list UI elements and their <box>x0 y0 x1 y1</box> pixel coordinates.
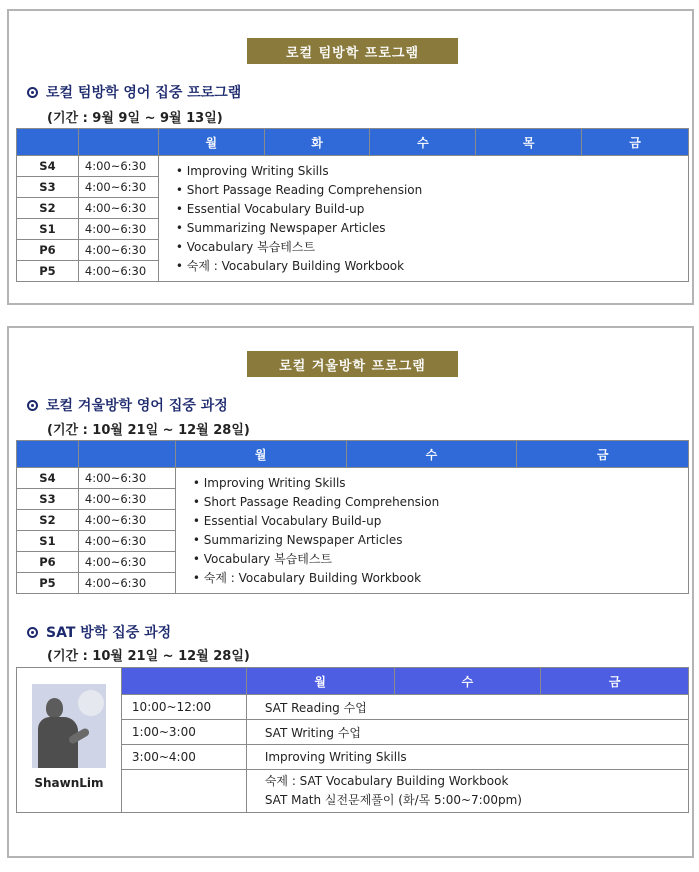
header-day-wed: 수 <box>394 668 541 695</box>
list-item: • Improving Writing Skills <box>176 162 688 181</box>
time-cell: 4:00~6:30 <box>78 261 158 282</box>
list-item: • 숙제 : Vocabulary Building Workbook <box>176 257 688 276</box>
header-level <box>17 441 79 468</box>
header-time <box>78 441 175 468</box>
math-line: SAT Math 실전문제풀이 (화/목 5:00~7:00pm) <box>264 793 522 807</box>
list-item: • Short Passage Reading Comprehension <box>193 493 688 512</box>
time-cell: 4:00~6:30 <box>78 552 175 573</box>
level-cell: S3 <box>17 177 79 198</box>
level-cell: S1 <box>17 531 79 552</box>
header-time <box>78 129 158 156</box>
term-program-panel <box>7 9 694 305</box>
term-program-title-text: 로컬 텀방학 영어 집중 프로그램 <box>46 85 242 101</box>
sat-schedule-table <box>16 667 689 813</box>
list-item: • 숙제 : Vocabulary Building Workbook <box>193 569 688 588</box>
activity-cell: Improving Writing Skills <box>246 745 688 770</box>
program-content-cell <box>158 156 688 282</box>
header-day-tue: 화 <box>264 129 370 156</box>
header-day-fri: 금 <box>582 129 689 156</box>
level-cell: P6 <box>17 240 79 261</box>
level-cell: S4 <box>17 468 79 489</box>
homework-line: 숙제 : SAT Vocabulary Building Workbook <box>264 774 509 788</box>
header-day-thu: 목 <box>476 129 582 156</box>
homework-cell <box>246 770 688 813</box>
time-cell: 4:00~6:30 <box>78 177 158 198</box>
winter-program-title <box>27 395 228 415</box>
time-cell: 4:00~6:30 <box>78 573 175 594</box>
teacher-name: ShawnLim <box>34 776 104 790</box>
time-cell: 4:00~6:30 <box>78 489 175 510</box>
level-cell: S1 <box>17 219 79 240</box>
circle-bullet-icon <box>27 627 38 638</box>
winter-schedule-header-row <box>17 441 689 468</box>
teacher-photo-cell <box>17 668 122 813</box>
time-cell: 10:00~12:00 <box>121 695 246 720</box>
winter-program-panel <box>7 326 694 858</box>
time-cell: 4:00~6:30 <box>78 219 158 240</box>
program-content-list <box>193 474 688 588</box>
term-schedule-table <box>16 128 689 282</box>
time-cell: 4:00~6:30 <box>78 510 175 531</box>
program-content-list <box>176 162 688 276</box>
header-day-mon: 월 <box>175 441 346 468</box>
time-cell: 4:00~6:30 <box>78 531 175 552</box>
activity-cell: SAT Reading 수업 <box>246 695 688 720</box>
winter-schedule-table <box>16 440 689 594</box>
activity-cell: SAT Writing 수업 <box>246 720 688 745</box>
table-row <box>17 468 689 489</box>
level-cell: P6 <box>17 552 79 573</box>
header-day-wed: 수 <box>370 129 476 156</box>
circle-bullet-icon <box>27 87 38 98</box>
time-cell: 4:00~6:30 <box>78 240 158 261</box>
list-item: • Summarizing Newspaper Articles <box>193 531 688 550</box>
program-content-cell <box>175 468 688 594</box>
list-item: • Essential Vocabulary Build-up <box>176 200 688 219</box>
list-item: • Short Passage Reading Comprehension <box>176 181 688 200</box>
sat-program-period: (기간 : 10월 21일 ~ 12월 28일) <box>47 649 250 664</box>
term-program-banner: 로컬 텀방학 프로그램 <box>247 38 458 64</box>
winter-program-title-text: 로컬 겨울방학 영어 집중 과정 <box>46 398 228 414</box>
header-day-mon: 월 <box>158 129 264 156</box>
header-day-fri: 금 <box>517 441 689 468</box>
time-cell: 4:00~6:30 <box>78 468 175 489</box>
sat-program-title-text: SAT 방학 집중 과정 <box>46 625 172 641</box>
level-cell: S2 <box>17 198 79 219</box>
level-cell: S4 <box>17 156 79 177</box>
list-item: • Vocabulary 복습테스트 <box>176 238 688 257</box>
list-item: • Essential Vocabulary Build-up <box>193 512 688 531</box>
time-cell: 4:00~6:30 <box>78 156 158 177</box>
level-cell: S3 <box>17 489 79 510</box>
list-item: • Summarizing Newspaper Articles <box>176 219 688 238</box>
header-time <box>121 668 246 695</box>
term-program-title <box>27 82 241 102</box>
table-row <box>17 156 689 177</box>
header-day-mon: 월 <box>246 668 394 695</box>
level-cell: S2 <box>17 510 79 531</box>
level-cell: P5 <box>17 573 79 594</box>
winter-program-banner: 로컬 겨울방학 프로그램 <box>247 351 458 377</box>
header-day-fri: 금 <box>541 668 689 695</box>
level-cell: P5 <box>17 261 79 282</box>
teacher-photo <box>32 684 106 768</box>
term-schedule-header-row <box>17 129 689 156</box>
time-cell: 4:00~6:30 <box>78 198 158 219</box>
list-item: • Improving Writing Skills <box>193 474 688 493</box>
term-program-period: (기간 : 9월 9일 ~ 9월 13일) <box>47 111 223 126</box>
circle-bullet-icon <box>27 400 38 411</box>
header-day-wed: 수 <box>346 441 517 468</box>
list-item: • Vocabulary 복습테스트 <box>193 550 688 569</box>
time-cell: 1:00~3:00 <box>121 720 246 745</box>
header-level <box>17 129 79 156</box>
time-cell: 3:00~4:00 <box>121 745 246 770</box>
winter-program-period: (기간 : 10월 21일 ~ 12월 28일) <box>47 423 250 438</box>
time-cell-empty <box>121 770 246 813</box>
sat-program-title <box>27 622 171 642</box>
sat-schedule-header-row <box>17 668 689 695</box>
